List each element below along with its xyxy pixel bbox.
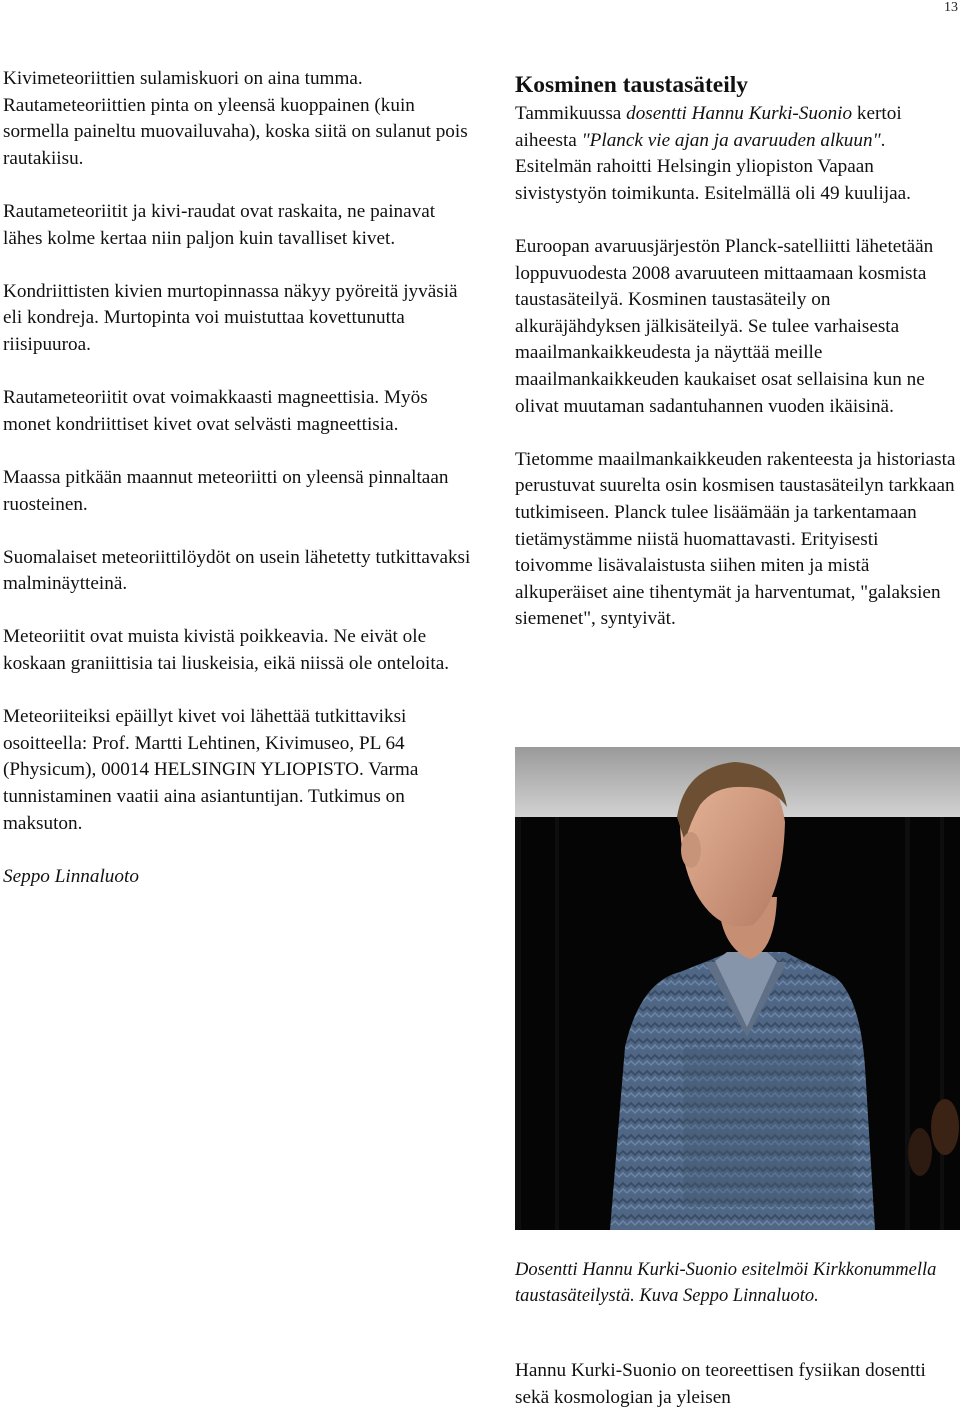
- lecturer-name: dosentti Hannu Kurki-Suonio: [626, 103, 853, 124]
- paragraph-universe-structure: Tietomme maailmankaikkeuden rakenteesta ja historiasta perustuvat suurelta osin kosmisen taustasäteilyn tarkkaan tutkimiseen. Planck tulee lisäämään ja tarkentamaan tietämystämme niistä huomattavasti. Erityisesti toivomme lisävalaistusta siihen miten ja mistä alkuperäiset aine tihentymät ja harventumat, "galaksien siemenet", syntyivät.: [515, 448, 956, 630]
- lecturer-photo: [515, 747, 960, 1230]
- paragraph-finnish-finds: Suomalaiset meteoriittilöydöt on usein lähetetty tutkittavaksi malminäytteinä.: [3, 546, 471, 595]
- lecturer-bio: Hannu Kurki-Suonio on teoreettisen fysiikan dosentti sekä kosmologian ja yleisen: [515, 1360, 926, 1408]
- page-number: 13: [944, 0, 958, 15]
- right-column: [515, 72, 960, 659]
- paragraph-distinct-rocks: Meteoriitit ovat muista kivistä poikkeavia. Ne eivät ole koskaan graniittisia tai liuskeisia, eikä niissä ole onteloita.: [3, 626, 450, 675]
- intro-text-3: . Esitelmän rahoitti Helsingin yliopiston Vapaan sivistystyön toimikunta. Esitelmällä oli 49 kuulijaa.: [515, 129, 911, 204]
- paragraph-planck-satellite: Euroopan avaruusjärjestön Planck-satelliitti lähetetään loppuvuodesta 2008 avaruuteen mittaamaan kosmista taustasäteilyä. Kosminen taustasäteily on alkuräjähdyksen jälkisäteilyä. Se tulee varhaisesta maailmankaikkeudesta ja näyttää meille maailmankaikkeuden kaukaiset osat sellaisina kun ne olivat muutaman sadantuhannen vuoden ikäisinä.: [515, 235, 934, 417]
- article-author: Seppo Linnaluoto: [3, 865, 139, 887]
- section-heading: Kosminen taustasäteily: [515, 72, 749, 98]
- paragraph-contact-address: Meteoriiteiksi epäillyt kivet voi lähettää tutkittaviksi osoitteella: Prof. Martti Lehtinen, Kivimuseo, PL 64 (Physicum), 00014 HELSINGIN YLIOPISTO. Varma tunnistaminen vaatii aina asiantuntijan. Tutkimus on maksuton.: [3, 706, 419, 834]
- paragraph-lecture-intro: [515, 101, 960, 207]
- lecturer-photo-illustration: [515, 747, 960, 1230]
- lecture-title: "Planck vie ajan ja avaruuden alkuun": [581, 129, 881, 151]
- paragraph-fusion-crust: Kivimeteoriittien sulamiskuori on aina tumma. Rautameteoriittien pinta on yleensä kuoppainen (kuin sormella paineltu muovailuvaha), koska siitä on sulanut pois rautakiisu.: [3, 68, 468, 169]
- intro-text-1: Tammikuussa: [515, 103, 627, 124]
- paragraph-chondrules: Kondriittisten kivien murtopinnassa näkyy pyöreitä jyväsiä eli kondreja. Murtopinta voi muistuttaa kovettunutta riisipuuroa.: [3, 280, 458, 355]
- paragraph-iron-weight: Rautameteoriitit ja kivi-raudat ovat raskaita, ne painavat lähes kolme kertaa niin paljon kuin tavalliset kivet.: [3, 200, 436, 249]
- intro-text-2: kertoi aiheesta: [515, 103, 902, 151]
- paragraph-magnetism: Rautameteoriitit ovat voimakkaasti magneettisia. Myös monet kondriittiset kivet ovat selvästi magneettisia.: [3, 387, 428, 435]
- left-column: [3, 66, 473, 917]
- photo-caption: Dosentti Hannu Kurki-Suonio esitelmöi Kirkkonummella taustasäteilystä. Kuva Seppo Linnaluoto.: [515, 1260, 937, 1306]
- paragraph-rust: Maassa pitkään maannut meteoriitti on yleensä pinnaltaan ruosteinen.: [3, 466, 449, 515]
